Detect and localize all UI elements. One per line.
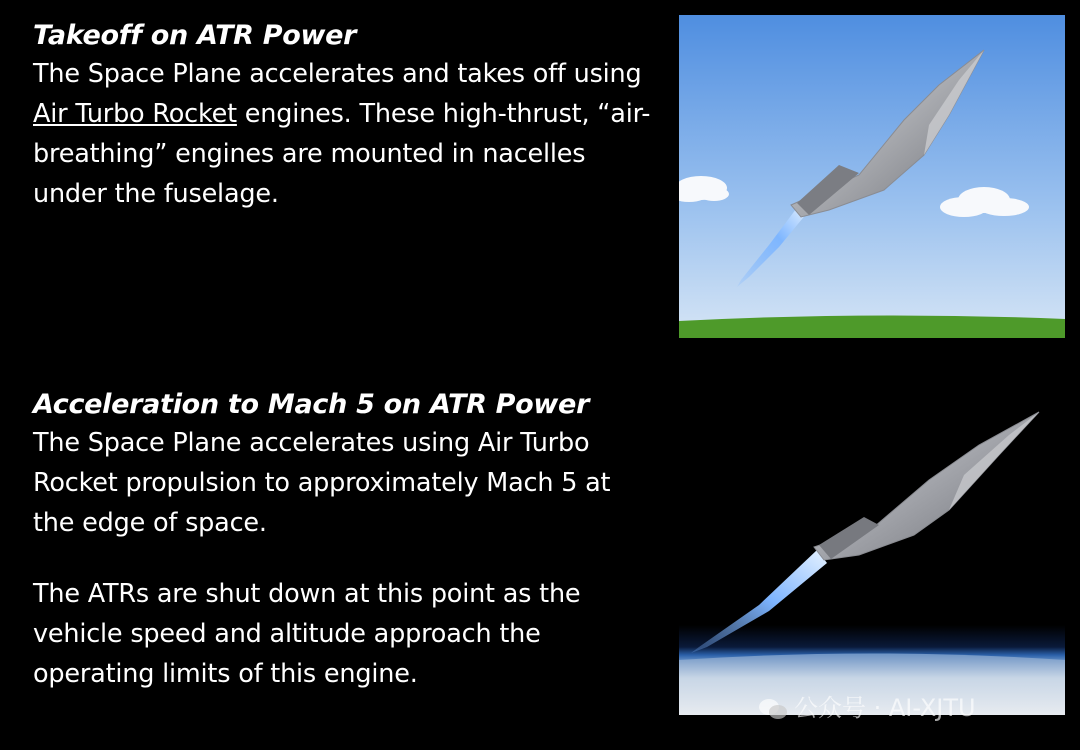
watermark-text: 公众号 · AI-XJTU [794, 694, 976, 722]
shutdown-section [33, 574, 653, 694]
air-turbo-rocket-link[interactable]: Air Turbo Rocket [33, 99, 237, 129]
wechat-icon [758, 696, 788, 722]
takeoff-text-start: The Space Plane accelerates and takes off using [33, 59, 642, 89]
grass [679, 315, 1065, 338]
takeoff-heading: Takeoff on ATR Power [33, 20, 357, 51]
mach5-section [33, 387, 653, 543]
mach5-illustration [679, 385, 1065, 715]
takeoff-section [33, 18, 653, 214]
watermark [758, 688, 976, 723]
takeoff-illustration [679, 15, 1065, 338]
mach5-paragraph-2: The ATRs are shut down at this point as the vehicle speed and altitude approach the operating limits of this engine. [33, 579, 581, 689]
takeoff-scene [679, 15, 1065, 338]
space-scene [679, 385, 1065, 715]
mach5-heading: Acceleration to Mach 5 on ATR Power [33, 389, 590, 420]
mach5-paragraph-1: The Space Plane accelerates using Air Turbo Rocket propulsion to approximately Mach 5 at the edge of space. [33, 428, 611, 538]
takeoff-description [33, 54, 653, 214]
takeoff-text-end: engines. These high-thrust, “air-breathing” engines are mounted in nacelles under the fuselage. [33, 99, 651, 209]
